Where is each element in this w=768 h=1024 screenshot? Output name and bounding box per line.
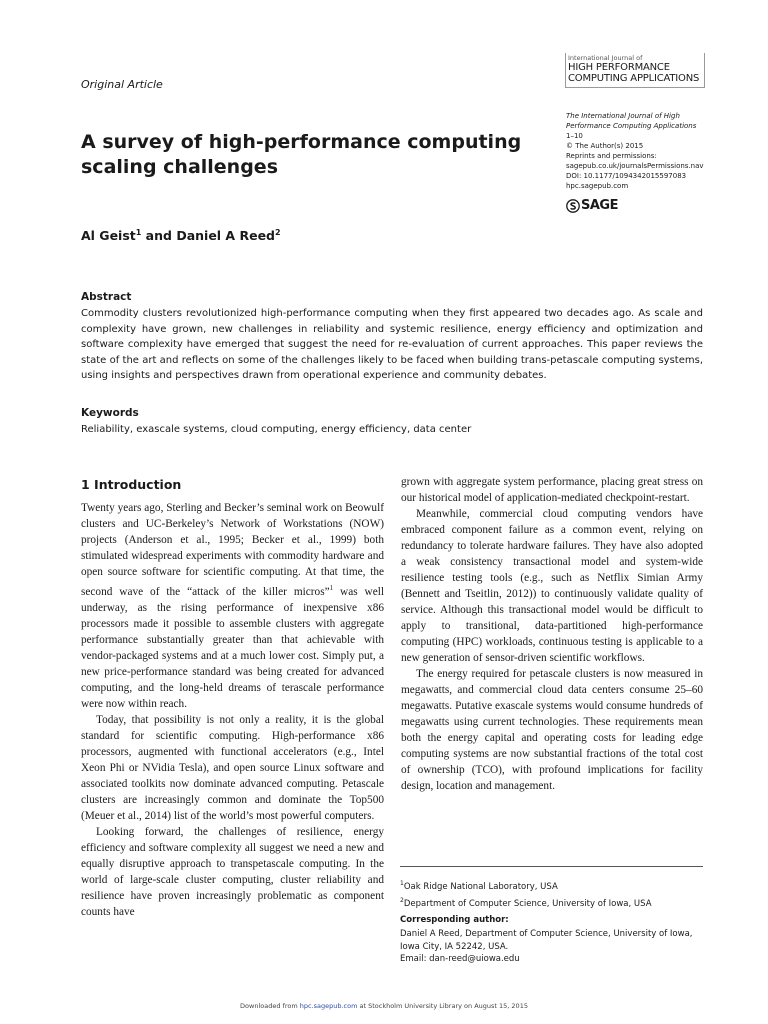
journal-meta-line: Reprints and permissions: — [566, 152, 657, 160]
journal-meta-line: 1–10 — [566, 132, 583, 140]
download-suffix: at Stockholm University Library on August 15, 2015 — [357, 1002, 528, 1010]
corresponding-author-line: Iowa City, IA 52242, USA. — [400, 941, 509, 952]
paragraph: Today, that possibility is not only a reality, it is the global standard for scientific computing. High-performance x86 processors, augmented with functional accelerators (e.g., Intel Xeon Phi or NVidia Tesla), and open source Linux software and associated toolkits now dominate advanced computing. Petascale clusters are increasingly common and dominate the Top500 (Meuer et al., 2014) list of the world’s most powerful computers. — [81, 713, 384, 822]
corresponding-author-heading: Corresponding author: — [400, 915, 509, 925]
journal-logo — [565, 53, 705, 88]
author-conjunction: and — [141, 228, 177, 244]
publisher-logo-text: SAGE — [581, 198, 618, 213]
footnote-divider — [400, 866, 703, 867]
download-prefix: Downloaded from — [240, 1002, 300, 1010]
journal-website-link[interactable]: hpc.sagepub.com — [566, 182, 629, 190]
affiliation-text: Department of Computer Science, University of Iowa, USA — [403, 898, 652, 909]
journal-logo-line1: International Journal of — [568, 54, 643, 62]
publisher-logo — [566, 198, 618, 213]
author-name: Daniel A Reed — [176, 228, 275, 244]
download-notice — [0, 1002, 768, 1010]
body-column-left — [81, 500, 384, 920]
affiliation-line — [400, 877, 652, 894]
email-link[interactable]: Email: dan-reed@uiowa.edu — [400, 954, 520, 964]
journal-meta-line: The International Journal of High — [566, 112, 680, 120]
affiliation-mark: 2 — [400, 896, 404, 904]
affiliation-mark: 1 — [400, 880, 404, 887]
body-column-right — [401, 474, 703, 794]
paragraph-text: Twenty years ago, Sterling and Becker’s seminal work on Beowulf clusters and UC-Berkeley’s Network of Workstations (NOW) projects (Anderson et al., 1995; Becker et al., 1999) both stimulated widespread experiments with commodity hardware and open source software for scientific computing. At that time, the second wave of the “attack of the killer micros” — [81, 502, 384, 598]
paragraph: The energy required for petascale clusters is now measured in megawatts, and commercial cloud data centers consume 25–60 megawatts. Putative exascale systems would consume hundreds of megawatts using current technologies. These requirements mean both the energy capital and operating costs for leading edge computing systems are now substantial fractions of the total cost of ownership (TCO), with profound implications for facility design, location and management. — [401, 668, 703, 792]
article-type-label: Original Article — [81, 78, 163, 91]
article-title: A survey of high-performance computing scaling challenges — [81, 131, 522, 178]
paragraph: Looking forward, the challenges of resilience, energy efficiency and software complexity all suggest we need a new and equally disruptive approach to transpetascale computing. In the world of large-scale cluster computing, cluster reliability and resilience have proven increasingly problematic as component counts have — [81, 825, 384, 918]
footnote-mark: 1 — [329, 584, 334, 592]
journal-logo-line3: COMPUTING APPLICATIONS — [568, 73, 700, 84]
author-name: Al Geist — [81, 228, 136, 244]
affiliation-mark: 1 — [135, 228, 142, 237]
affiliation-text: Oak Ridge National Laboratory, USA — [403, 881, 558, 892]
journal-meta-line: © The Author(s) 2015 — [566, 142, 644, 150]
abstract-text: Commodity clusters revolutionized high-performance computing when they first appeared two decades ago. As scale and complexity have grown, new challenges in reliability and systemic resilience, energy efficiency and optimization and software complexity have emerged that suggest the need for re-evaluation of current approaches. This paper reviews the state of the art and reflects on some of the challenges likely to be faced when building trans-petascale computing systems, using insights and perspectives drawn from operational experience and community debates. — [81, 308, 703, 381]
hpc-sagepub-link[interactable]: hpc.sagepub.com — [299, 1002, 358, 1010]
sage-s-circle-icon — [566, 199, 580, 213]
permissions-link[interactable]: sagepub.co.uk/journalsPermissions.nav — [566, 162, 704, 170]
keywords-heading: Keywords — [81, 407, 139, 419]
paragraph: grown with aggregate system performance, placing great stress on our historical model of application-mediated checkpoint-restart. — [401, 476, 703, 504]
journal-meta — [566, 111, 746, 191]
paragraph: Meanwhile, commercial cloud computing vendors have embraced component failure as a common event, relying on redundancy to tolerate hardware failures. They have also adopted a weak consistency transactional model and system-wide resilience testing tools (e.g., such as Netflix Simian Army (Bennett and Tseitlin, 2012)) to continuously validate quality of service. Although this transactional model would be difficult to apply to transitional, data-partitioned high-performance computing (HPC) workloads, continuous testing is applicable to a new generation of sensor-driven scientific workflows. — [401, 508, 703, 664]
abstract-heading: Abstract — [81, 291, 132, 303]
corresponding-author-line: Daniel A Reed, Department of Computer Science, University of Iowa, — [400, 929, 693, 939]
author-list — [81, 228, 281, 243]
journal-meta-line: Performance Computing Applications — [566, 122, 697, 130]
journal-logo-line2: HIGH PERFORMANCE — [568, 62, 670, 73]
corresponding-author-details — [400, 928, 692, 966]
paragraph-text: was well underway, as the rising performance of inexpensive x86 processors made it possible to assemble clusters with aggregate performance substantially greater than that achievable with vendor-packaged systems and at a much lower cost. Simply put, a new price-performance standard was being created for advanced computing, and the long-held dreams of terascale performance were now within reach. — [81, 585, 384, 710]
paragraph — [81, 500, 384, 712]
section-heading: 1 Introduction — [81, 477, 182, 492]
doi-line: DOI: 10.1177/1094342015597083 — [566, 172, 687, 180]
keywords-text: Reliability, exascale systems, cloud computing, energy efficiency, data center — [81, 424, 472, 435]
affiliation-mark: 2 — [275, 228, 281, 237]
affiliations — [400, 877, 652, 911]
affiliation-line — [400, 894, 652, 911]
